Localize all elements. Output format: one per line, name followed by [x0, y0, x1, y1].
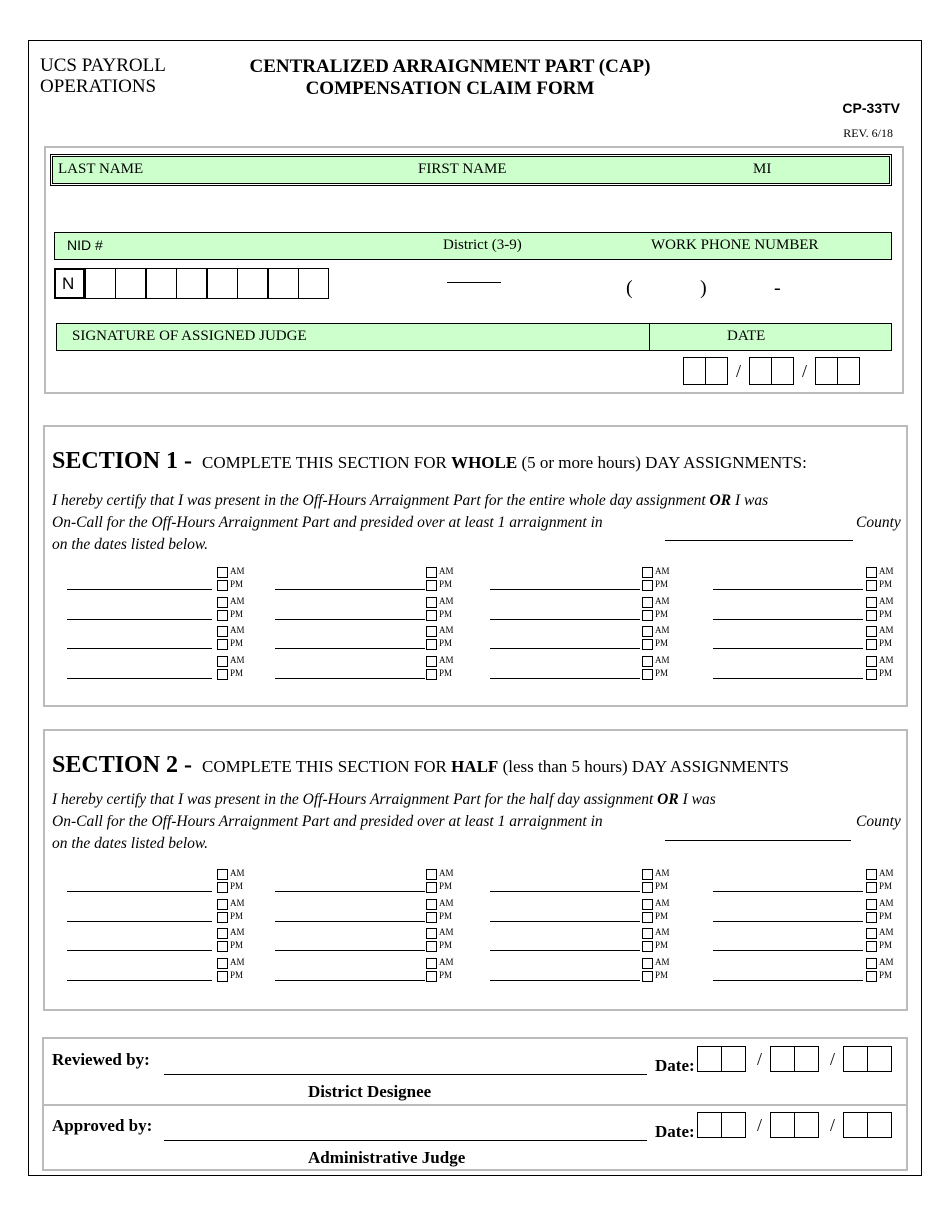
- section2-date-input[interactable]: [67, 891, 212, 892]
- section1-pm-checkbox[interactable]: [866, 639, 877, 650]
- administrative-judge-caption: Administrative Judge: [308, 1148, 466, 1167]
- nid-digit-box[interactable]: [115, 268, 146, 299]
- reviewed-by-input[interactable]: [164, 1074, 647, 1075]
- section1-am-checkbox[interactable]: [642, 656, 653, 667]
- section2-am-checkbox[interactable]: [426, 899, 437, 910]
- section2-date-input[interactable]: [713, 950, 863, 951]
- am-label: AM: [439, 595, 454, 606]
- signature-date-box[interactable]: [771, 357, 794, 385]
- revision-label: REV. 6/18: [843, 126, 893, 140]
- form-title: [200, 56, 700, 100]
- signature-input[interactable]: [58, 353, 648, 389]
- section1-pm-checkbox[interactable]: [217, 610, 228, 621]
- section2-pm-checkbox[interactable]: [217, 882, 228, 893]
- pm-label: PM: [439, 969, 453, 980]
- pm-label: PM: [655, 881, 669, 891]
- am-label: AM: [439, 956, 454, 967]
- section2-pm-checkbox[interactable]: [426, 971, 437, 982]
- section2-cert-line2: On-Call for the Off-Hours Arraignment Part and presided over at least 1 arraignment in: [52, 813, 603, 830]
- section1-sub-prefix: COMPLETE THIS SECTION FOR: [202, 453, 452, 472]
- org-line-2: OPERATIONS: [40, 76, 157, 97]
- section1-cert-line2: On-Call for the Off-Hours Arraignment Part and presided over at least 1 arraignment in: [52, 514, 603, 531]
- pm-label: PM: [439, 608, 453, 619]
- section2-heading: SECTION 2 -: [52, 752, 193, 778]
- am-label: AM: [655, 956, 670, 967]
- section1-pm-checkbox[interactable]: [217, 639, 228, 650]
- section1-date-input[interactable]: [67, 648, 212, 649]
- section2-pm-checkbox[interactable]: [866, 882, 877, 893]
- section2-date-input[interactable]: [275, 950, 425, 951]
- section2-sub-suffix: (less than 5 hours) DAY ASSIGNMENTS: [498, 757, 789, 776]
- section2-am-checkbox[interactable]: [217, 899, 228, 910]
- section1-certification: [52, 490, 768, 556]
- section2-pm-checkbox[interactable]: [866, 912, 877, 923]
- am-label: AM: [439, 654, 454, 665]
- section1-date-input[interactable]: [275, 589, 425, 590]
- am-label: AM: [879, 595, 894, 606]
- am-label: AM: [879, 927, 894, 937]
- section2-date-input[interactable]: [713, 891, 863, 892]
- section2-date-input[interactable]: [713, 921, 863, 922]
- approved-date-box[interactable]: [867, 1112, 892, 1138]
- org-line-1: UCS PAYROLL: [40, 55, 166, 76]
- section2-cert-a: I hereby certify that I was present in the Off-Hours Arraignment Part for the half day assignment: [52, 791, 658, 808]
- section1-am-checkbox[interactable]: [217, 567, 228, 578]
- name-bar: [52, 156, 890, 184]
- form-number: CP-33TV: [842, 100, 900, 116]
- section2-sub-bold: HALF: [451, 757, 499, 776]
- approved-by-input[interactable]: [164, 1140, 647, 1141]
- am-label: AM: [230, 625, 245, 635]
- name-entry-area[interactable]: [55, 188, 887, 228]
- section1-am-checkbox[interactable]: [642, 597, 653, 608]
- section2-date-input[interactable]: [713, 980, 863, 981]
- section2-certification: [52, 789, 716, 855]
- section1-cert-line3: on the dates listed below.: [52, 536, 208, 553]
- reviewed-date-box[interactable]: [770, 1046, 795, 1072]
- reviewed-date-label: Date:: [655, 1056, 695, 1075]
- section2-pm-checkbox[interactable]: [642, 971, 653, 982]
- date-separator: /: [757, 1115, 763, 1135]
- date-separator: /: [802, 361, 808, 381]
- section2-date-input[interactable]: [490, 921, 640, 922]
- section1-am-checkbox[interactable]: [642, 567, 653, 578]
- nid-label: NID #: [67, 237, 103, 253]
- section2-am-checkbox[interactable]: [217, 958, 228, 969]
- id-bar: [54, 232, 892, 260]
- pm-label: PM: [655, 608, 669, 619]
- district-designee-caption: District Designee: [308, 1082, 432, 1101]
- section1-date-input[interactable]: [490, 648, 640, 649]
- am-label: AM: [655, 897, 670, 908]
- title-line-1: CENTRALIZED ARRAIGNMENT PART (CAP): [249, 56, 651, 77]
- section2-sub-prefix: COMPLETE THIS SECTION FOR: [202, 757, 452, 776]
- section1-am-checkbox[interactable]: [217, 626, 228, 637]
- work-phone-label: WORK PHONE NUMBER: [651, 237, 819, 253]
- am-label: AM: [230, 927, 245, 937]
- pm-label: PM: [879, 881, 893, 891]
- am-label: AM: [655, 595, 670, 606]
- section2-date-input[interactable]: [490, 891, 640, 892]
- pm-label: PM: [655, 638, 669, 648]
- district-label: District (3-9): [443, 237, 522, 253]
- am-label: AM: [879, 897, 894, 908]
- section1-date-input[interactable]: [713, 589, 863, 590]
- reviewed-date-box[interactable]: [843, 1046, 868, 1072]
- section1-date-input[interactable]: [67, 589, 212, 590]
- phone-dash: -: [774, 277, 781, 299]
- section1-subtitle: [202, 453, 807, 472]
- section2-cert-line1: [52, 789, 716, 811]
- pm-label: PM: [230, 881, 244, 891]
- section1-pm-checkbox[interactable]: [866, 580, 877, 591]
- section1-am-checkbox[interactable]: [217, 656, 228, 667]
- section1-date-input[interactable]: [490, 678, 640, 679]
- pm-label: PM: [439, 910, 453, 921]
- section2-am-checkbox[interactable]: [866, 958, 877, 969]
- section2-am-checkbox[interactable]: [642, 869, 653, 880]
- signature-label: SIGNATURE OF ASSIGNED JUDGE: [72, 328, 307, 344]
- pm-label: PM: [439, 881, 453, 891]
- section2-date-input[interactable]: [275, 980, 425, 981]
- approved-date-box[interactable]: [843, 1112, 868, 1138]
- approved-date-box[interactable]: [721, 1112, 746, 1138]
- date-separator: /: [757, 1049, 763, 1069]
- section2-cert-or: OR: [657, 791, 679, 808]
- reviewed-date-box[interactable]: [867, 1046, 892, 1072]
- am-label: AM: [879, 566, 894, 576]
- section1-am-checkbox[interactable]: [866, 626, 877, 637]
- am-label: AM: [655, 868, 670, 878]
- section2-pm-checkbox[interactable]: [642, 941, 653, 952]
- section1-cert-line1: [52, 490, 768, 512]
- section1-am-checkbox[interactable]: [426, 597, 437, 608]
- section1-am-checkbox[interactable]: [642, 626, 653, 637]
- section2-header: [52, 752, 789, 779]
- date-separator: /: [736, 361, 742, 381]
- nid-digit-box[interactable]: [207, 268, 238, 299]
- pm-label: PM: [879, 579, 893, 589]
- am-label: AM: [439, 566, 454, 576]
- approved-date-box[interactable]: [794, 1112, 819, 1138]
- section1-heading: SECTION 1 -: [52, 448, 193, 474]
- section1-county-label: County: [856, 514, 901, 531]
- signature-divider: [649, 324, 650, 350]
- pm-label: PM: [879, 969, 893, 980]
- date-separator: /: [830, 1115, 836, 1135]
- section1-date-input[interactable]: [713, 619, 863, 620]
- signature-date-box[interactable]: [815, 357, 838, 385]
- section1-am-checkbox[interactable]: [866, 597, 877, 608]
- section1-am-checkbox[interactable]: [866, 567, 877, 578]
- pm-label: PM: [439, 638, 453, 648]
- pm-label: PM: [879, 910, 893, 921]
- section1-pm-checkbox[interactable]: [426, 639, 437, 650]
- pm-label: PM: [655, 940, 669, 950]
- pm-label: PM: [230, 608, 244, 619]
- pm-label: PM: [655, 969, 669, 980]
- section2-am-checkbox[interactable]: [642, 899, 653, 910]
- section1-pm-checkbox[interactable]: [217, 580, 228, 591]
- nid-digit-box[interactable]: [298, 268, 329, 299]
- reviewed-date-box[interactable]: [697, 1046, 722, 1072]
- pm-label: PM: [439, 940, 453, 950]
- pm-label: PM: [655, 667, 669, 678]
- section2-date-input[interactable]: [67, 980, 212, 981]
- am-label: AM: [879, 956, 894, 967]
- signature-date-box[interactable]: [749, 357, 772, 385]
- org-name: [40, 55, 166, 97]
- am-label: AM: [655, 927, 670, 937]
- section2-date-input[interactable]: [275, 921, 425, 922]
- pm-label: PM: [230, 667, 244, 678]
- phone-close-paren: ): [700, 277, 707, 299]
- section1-date-input[interactable]: [67, 619, 212, 620]
- pm-label: PM: [879, 940, 893, 950]
- section2-date-input[interactable]: [275, 891, 425, 892]
- section2-pm-checkbox[interactable]: [426, 882, 437, 893]
- section1-am-checkbox[interactable]: [866, 656, 877, 667]
- section2-pm-checkbox[interactable]: [426, 912, 437, 923]
- section1-pm-checkbox[interactable]: [426, 580, 437, 591]
- section2-pm-checkbox[interactable]: [642, 912, 653, 923]
- reviewed-date-box[interactable]: [721, 1046, 746, 1072]
- district-input[interactable]: [447, 282, 501, 283]
- section2-county-input[interactable]: [665, 840, 851, 841]
- reviewed-by-label: Reviewed by:: [52, 1050, 150, 1069]
- nid-digit-box[interactable]: [146, 268, 177, 299]
- signature-date-box[interactable]: [683, 357, 706, 385]
- am-label: AM: [439, 625, 454, 635]
- pm-label: PM: [230, 910, 244, 921]
- section1-date-input[interactable]: [713, 648, 863, 649]
- pm-label: PM: [230, 579, 244, 589]
- pm-label: PM: [439, 579, 453, 589]
- mi-label: MI: [753, 161, 772, 177]
- section2-county-label: County: [856, 813, 901, 830]
- section2-pm-checkbox[interactable]: [217, 912, 228, 923]
- section2-pm-checkbox[interactable]: [217, 971, 228, 982]
- section2-subtitle: [202, 757, 789, 776]
- pm-label: PM: [879, 667, 893, 678]
- am-label: AM: [879, 654, 894, 665]
- nid-digit-box[interactable]: [237, 268, 268, 299]
- section1-date-input[interactable]: [275, 648, 425, 649]
- section2-am-checkbox[interactable]: [642, 958, 653, 969]
- nid-digit-box[interactable]: [268, 268, 299, 299]
- pm-label: PM: [230, 638, 244, 648]
- section1-pm-checkbox[interactable]: [642, 610, 653, 621]
- section2-pm-checkbox[interactable]: [866, 971, 877, 982]
- pm-label: PM: [439, 667, 453, 678]
- section1-pm-checkbox[interactable]: [866, 610, 877, 621]
- pm-label: PM: [230, 969, 244, 980]
- signature-date-box[interactable]: [837, 357, 860, 385]
- section1-pm-checkbox[interactable]: [217, 669, 228, 680]
- section2-am-checkbox[interactable]: [866, 899, 877, 910]
- section1-cert-a: I hereby certify that I was present in the Off-Hours Arraignment Part for the entire whole day assignment: [52, 492, 710, 509]
- pm-label: PM: [879, 608, 893, 619]
- am-label: AM: [230, 595, 245, 606]
- section1-am-checkbox[interactable]: [426, 626, 437, 637]
- pm-label: PM: [879, 638, 893, 648]
- approved-date-box[interactable]: [697, 1112, 722, 1138]
- am-label: AM: [655, 566, 670, 576]
- pm-label: PM: [230, 940, 244, 950]
- section1-am-checkbox[interactable]: [426, 656, 437, 667]
- section2-date-input[interactable]: [67, 950, 212, 951]
- am-label: AM: [230, 868, 245, 878]
- section1-date-input[interactable]: [713, 678, 863, 679]
- section2-am-checkbox[interactable]: [642, 928, 653, 939]
- section1-county-input[interactable]: [665, 540, 853, 541]
- am-label: AM: [439, 927, 454, 937]
- section1-sub-bold: WHOLE: [451, 453, 518, 472]
- approved-date-label: Date:: [655, 1122, 695, 1141]
- section1-pm-checkbox[interactable]: [642, 639, 653, 650]
- am-label: AM: [439, 868, 454, 878]
- section2-pm-checkbox[interactable]: [642, 882, 653, 893]
- section2-am-checkbox[interactable]: [217, 869, 228, 880]
- am-label: AM: [230, 956, 245, 967]
- section1-cert-or: OR: [709, 492, 732, 509]
- section1-pm-checkbox[interactable]: [642, 580, 653, 591]
- section1-header: [52, 448, 807, 475]
- nid-prefix: N: [62, 274, 75, 293]
- section1-pm-checkbox[interactable]: [866, 669, 877, 680]
- section1-cert-b: I was: [731, 492, 769, 509]
- signature-bar: [56, 323, 892, 351]
- nid-digit-box[interactable]: [176, 268, 207, 299]
- approved-by-label: Approved by:: [52, 1116, 153, 1135]
- section1-sub-suffix: (5 or more hours) DAY ASSIGNMENTS:: [517, 453, 807, 472]
- am-label: AM: [655, 654, 670, 665]
- work-phone-input[interactable]: [640, 272, 880, 302]
- section1-date-input[interactable]: [490, 589, 640, 590]
- section1-pm-checkbox[interactable]: [642, 669, 653, 680]
- last-name-label: LAST NAME: [58, 161, 144, 177]
- section1-date-input[interactable]: [275, 678, 425, 679]
- nid-digit-box[interactable]: [85, 268, 116, 299]
- section2-cert-b: I was: [678, 791, 716, 808]
- first-name-label: FIRST NAME: [418, 161, 507, 177]
- section2-date-input[interactable]: [490, 980, 640, 981]
- title-line-2: COMPENSATION CLAIM FORM: [305, 78, 595, 99]
- section1-am-checkbox[interactable]: [217, 597, 228, 608]
- am-label: AM: [655, 625, 670, 635]
- signature-date-box[interactable]: [705, 357, 728, 385]
- section2-cert-line3: on the dates listed below.: [52, 835, 208, 852]
- review-divider: [44, 1104, 906, 1106]
- section1-date-input[interactable]: [275, 619, 425, 620]
- section2-am-checkbox[interactable]: [426, 869, 437, 880]
- am-label: AM: [439, 897, 454, 908]
- approved-date-box[interactable]: [770, 1112, 795, 1138]
- pm-label: PM: [655, 910, 669, 921]
- section2-am-checkbox[interactable]: [217, 928, 228, 939]
- section1-date-input[interactable]: [67, 678, 212, 679]
- section2-am-checkbox[interactable]: [426, 958, 437, 969]
- section1-date-input[interactable]: [490, 619, 640, 620]
- section1-am-checkbox[interactable]: [426, 567, 437, 578]
- section2-pm-checkbox[interactable]: [426, 941, 437, 952]
- section2-date-input[interactable]: [490, 950, 640, 951]
- am-label: AM: [879, 868, 894, 878]
- section2-pm-checkbox[interactable]: [866, 941, 877, 952]
- section2-pm-checkbox[interactable]: [217, 941, 228, 952]
- am-label: AM: [879, 625, 894, 635]
- section2-am-checkbox[interactable]: [866, 928, 877, 939]
- section1-pm-checkbox[interactable]: [426, 669, 437, 680]
- date-separator: /: [830, 1049, 836, 1069]
- section2-am-checkbox[interactable]: [426, 928, 437, 939]
- am-label: AM: [230, 897, 245, 908]
- date-label: DATE: [727, 328, 766, 344]
- am-label: AM: [230, 654, 245, 665]
- pm-label: PM: [655, 579, 669, 589]
- section2-date-input[interactable]: [67, 921, 212, 922]
- reviewed-date-box[interactable]: [794, 1046, 819, 1072]
- am-label: AM: [230, 566, 245, 576]
- section2-am-checkbox[interactable]: [866, 869, 877, 880]
- section1-pm-checkbox[interactable]: [426, 610, 437, 621]
- phone-open-paren: (: [626, 277, 633, 299]
